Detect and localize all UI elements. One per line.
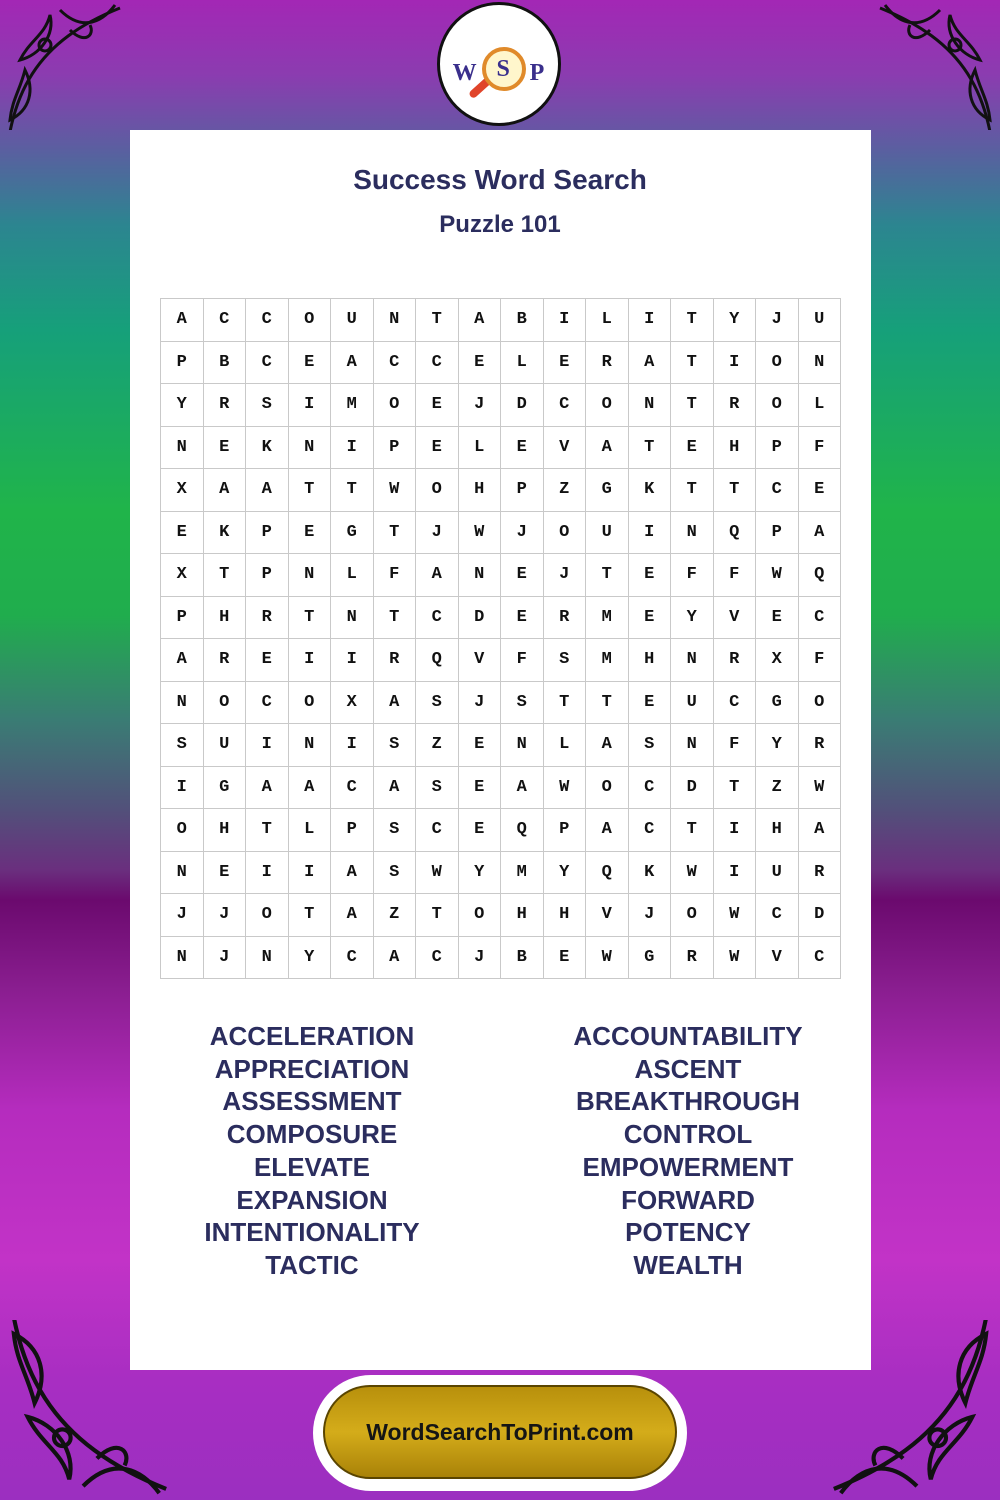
grid-cell: N bbox=[289, 554, 332, 597]
grid-cell: T bbox=[544, 682, 587, 725]
grid-cell: N bbox=[799, 342, 842, 385]
grid-cell: S bbox=[416, 767, 459, 810]
grid-cell: N bbox=[289, 724, 332, 767]
grid-cell: H bbox=[501, 894, 544, 937]
grid-cell: A bbox=[629, 342, 672, 385]
grid-cell: R bbox=[204, 384, 247, 427]
grid-cell: Y bbox=[714, 299, 757, 342]
grid-cell: A bbox=[374, 937, 417, 980]
grid-cell: C bbox=[246, 682, 289, 725]
grid-cell: R bbox=[374, 639, 417, 682]
grid-cell: A bbox=[586, 724, 629, 767]
grid-cell: I bbox=[714, 342, 757, 385]
page-title: Success Word Search bbox=[353, 164, 647, 195]
grid-cell: I bbox=[289, 384, 332, 427]
grid-cell: G bbox=[331, 512, 374, 555]
word-list-item: EXPANSION bbox=[236, 1184, 388, 1215]
grid-cell: A bbox=[416, 554, 459, 597]
word-list-item: CONTROL bbox=[623, 1119, 753, 1150]
grid-cell: P bbox=[246, 554, 289, 597]
grid-cell: U bbox=[204, 724, 247, 767]
grid-cell: C bbox=[416, 597, 459, 640]
grid-cell: S bbox=[374, 724, 417, 767]
grid-cell: N bbox=[671, 724, 714, 767]
grid-cell: D bbox=[799, 894, 842, 937]
grid-cell: E bbox=[161, 512, 204, 555]
grid-cell: E bbox=[501, 597, 544, 640]
website-link-button[interactable]: WordSearchToPrint.com bbox=[323, 1385, 677, 1479]
grid-cell: E bbox=[246, 639, 289, 682]
grid-cell: S bbox=[374, 809, 417, 852]
grid-cell: I bbox=[629, 299, 672, 342]
grid-cell: H bbox=[714, 427, 757, 470]
grid-cell: W bbox=[586, 937, 629, 980]
grid-cell: I bbox=[629, 512, 672, 555]
grid-cell: I bbox=[331, 639, 374, 682]
grid-cell: H bbox=[756, 809, 799, 852]
grid-cell: N bbox=[246, 937, 289, 980]
grid-cell: W bbox=[671, 852, 714, 895]
grid-cell: B bbox=[501, 299, 544, 342]
grid-cell: F bbox=[374, 554, 417, 597]
grid-cell: Y bbox=[671, 597, 714, 640]
grid-cell: G bbox=[586, 469, 629, 512]
grid-cell: R bbox=[799, 852, 842, 895]
grid-cell: M bbox=[501, 852, 544, 895]
grid-cell: A bbox=[161, 299, 204, 342]
letter-grid bbox=[160, 298, 841, 979]
grid-cell: Z bbox=[544, 469, 587, 512]
grid-cell: C bbox=[714, 682, 757, 725]
grid-cell: T bbox=[671, 299, 714, 342]
grid-cell: E bbox=[799, 469, 842, 512]
grid-cell: A bbox=[204, 469, 247, 512]
grid-cell: J bbox=[161, 894, 204, 937]
grid-cell: F bbox=[714, 554, 757, 597]
grid-cell: U bbox=[671, 682, 714, 725]
grid-cell: M bbox=[586, 639, 629, 682]
grid-cell: S bbox=[544, 639, 587, 682]
grid-cell: F bbox=[501, 639, 544, 682]
grid-cell: K bbox=[629, 469, 672, 512]
grid-cell: N bbox=[671, 639, 714, 682]
grid-cell: A bbox=[246, 767, 289, 810]
grid-cell: H bbox=[544, 894, 587, 937]
grid-cell: E bbox=[289, 512, 332, 555]
grid-cell: B bbox=[501, 937, 544, 980]
grid-cell: U bbox=[799, 299, 842, 342]
grid-cell: A bbox=[289, 767, 332, 810]
grid-cell: U bbox=[586, 512, 629, 555]
grid-cell: C bbox=[246, 299, 289, 342]
grid-cell: F bbox=[714, 724, 757, 767]
grid-cell: J bbox=[416, 512, 459, 555]
grid-cell: C bbox=[799, 597, 842, 640]
grid-cell: V bbox=[544, 427, 587, 470]
grid-cell: S bbox=[246, 384, 289, 427]
grid-cell: J bbox=[459, 682, 502, 725]
grid-cell: C bbox=[204, 299, 247, 342]
grid-cell: Z bbox=[374, 894, 417, 937]
grid-cell: R bbox=[544, 597, 587, 640]
grid-cell: P bbox=[756, 512, 799, 555]
grid-cell: O bbox=[204, 682, 247, 725]
grid-cell: K bbox=[246, 427, 289, 470]
grid-cell: G bbox=[204, 767, 247, 810]
grid-cell: E bbox=[416, 427, 459, 470]
grid-cell: I bbox=[714, 852, 757, 895]
grid-cell: T bbox=[629, 427, 672, 470]
grid-cell: C bbox=[246, 342, 289, 385]
word-list-item: ACCELERATION bbox=[209, 1021, 415, 1051]
grid-cell: D bbox=[501, 384, 544, 427]
grid-cell: V bbox=[459, 639, 502, 682]
grid-cell: T bbox=[714, 469, 757, 512]
grid-cell: S bbox=[629, 724, 672, 767]
grid-cell: E bbox=[544, 937, 587, 980]
grid-cell: R bbox=[586, 342, 629, 385]
grid-cell: S bbox=[161, 724, 204, 767]
wsp-logo[interactable] bbox=[437, 2, 561, 126]
grid-cell: O bbox=[544, 512, 587, 555]
grid-cell: U bbox=[331, 299, 374, 342]
grid-cell: N bbox=[374, 299, 417, 342]
grid-cell: P bbox=[161, 342, 204, 385]
grid-cell: Z bbox=[416, 724, 459, 767]
grid-cell: H bbox=[204, 597, 247, 640]
grid-cell: C bbox=[374, 342, 417, 385]
grid-cell: O bbox=[756, 384, 799, 427]
grid-cell: E bbox=[501, 427, 544, 470]
grid-cell: R bbox=[204, 639, 247, 682]
grid-cell: T bbox=[416, 894, 459, 937]
grid-cell: E bbox=[459, 342, 502, 385]
grid-cell: N bbox=[161, 937, 204, 980]
grid-cell: C bbox=[331, 767, 374, 810]
grid-cell: Q bbox=[799, 554, 842, 597]
grid-cell: P bbox=[501, 469, 544, 512]
grid-cell: M bbox=[331, 384, 374, 427]
grid-cell: C bbox=[799, 937, 842, 980]
grid-cell: A bbox=[374, 767, 417, 810]
grid-cell: O bbox=[671, 894, 714, 937]
grid-cell: S bbox=[501, 682, 544, 725]
grid-cell: P bbox=[756, 427, 799, 470]
grid-cell: A bbox=[799, 809, 842, 852]
grid-cell: C bbox=[416, 342, 459, 385]
grid-cell: O bbox=[586, 767, 629, 810]
grid-cell: H bbox=[204, 809, 247, 852]
grid-cell: T bbox=[671, 384, 714, 427]
grid-cell: I bbox=[289, 639, 332, 682]
grid-cell: A bbox=[586, 427, 629, 470]
grid-cell: D bbox=[671, 767, 714, 810]
grid-cell: R bbox=[714, 639, 757, 682]
grid-cell: R bbox=[246, 597, 289, 640]
grid-cell: Q bbox=[416, 639, 459, 682]
grid-cell: I bbox=[714, 809, 757, 852]
grid-cell: N bbox=[161, 852, 204, 895]
grid-cell: K bbox=[629, 852, 672, 895]
grid-cell: I bbox=[331, 427, 374, 470]
word-list-item: BREAKTHROUGH bbox=[576, 1086, 800, 1117]
grid-cell: J bbox=[544, 554, 587, 597]
grid-cell: O bbox=[756, 342, 799, 385]
word-list-item: APPRECIATION bbox=[214, 1053, 410, 1084]
grid-cell: N bbox=[331, 597, 374, 640]
grid-cell: W bbox=[374, 469, 417, 512]
grid-cell: T bbox=[586, 682, 629, 725]
grid-cell: R bbox=[671, 937, 714, 980]
word-list-item: FORWARD bbox=[621, 1184, 755, 1215]
grid-cell: E bbox=[629, 682, 672, 725]
grid-cell: L bbox=[799, 384, 842, 427]
grid-cell: E bbox=[459, 724, 502, 767]
grid-cell: T bbox=[289, 894, 332, 937]
grid-cell: Y bbox=[289, 937, 332, 980]
grid-cell: I bbox=[331, 724, 374, 767]
grid-cell: A bbox=[501, 767, 544, 810]
grid-cell: D bbox=[459, 597, 502, 640]
grid-cell: C bbox=[544, 384, 587, 427]
grid-cell: A bbox=[331, 852, 374, 895]
word-list-item: EMPOWERMENT bbox=[582, 1151, 794, 1182]
grid-cell: E bbox=[289, 342, 332, 385]
grid-cell: T bbox=[374, 512, 417, 555]
grid-cell: V bbox=[714, 597, 757, 640]
grid-cell: B bbox=[204, 342, 247, 385]
grid-cell: M bbox=[586, 597, 629, 640]
grid-cell: E bbox=[204, 427, 247, 470]
grid-cell: Q bbox=[714, 512, 757, 555]
grid-cell: W bbox=[459, 512, 502, 555]
grid-cell: L bbox=[289, 809, 332, 852]
grid-cell: O bbox=[416, 469, 459, 512]
grid-cell: Q bbox=[501, 809, 544, 852]
grid-cell: J bbox=[459, 937, 502, 980]
grid-cell: N bbox=[629, 384, 672, 427]
grid-cell: F bbox=[799, 639, 842, 682]
grid-cell: R bbox=[714, 384, 757, 427]
grid-cell: V bbox=[586, 894, 629, 937]
grid-cell: C bbox=[629, 809, 672, 852]
grid-cell: L bbox=[459, 427, 502, 470]
corner-ornament-top-right bbox=[870, 0, 1000, 130]
grid-cell: J bbox=[204, 937, 247, 980]
grid-cell: N bbox=[501, 724, 544, 767]
grid-cell: J bbox=[501, 512, 544, 555]
grid-cell: W bbox=[756, 554, 799, 597]
grid-cell: O bbox=[246, 894, 289, 937]
grid-cell: T bbox=[586, 554, 629, 597]
grid-cell: E bbox=[416, 384, 459, 427]
word-list-item: ASSESSMENT bbox=[222, 1086, 402, 1117]
logo-letter-s: S bbox=[482, 47, 526, 91]
grid-cell: I bbox=[544, 299, 587, 342]
grid-cell: X bbox=[161, 469, 204, 512]
puzzle-number: Puzzle 101 bbox=[439, 211, 561, 238]
grid-cell: A bbox=[799, 512, 842, 555]
word-list-left bbox=[147, 1020, 477, 1282]
grid-cell: C bbox=[756, 894, 799, 937]
grid-cell: O bbox=[161, 809, 204, 852]
grid-cell: T bbox=[289, 469, 332, 512]
grid-cell: Y bbox=[756, 724, 799, 767]
grid-cell: N bbox=[161, 427, 204, 470]
grid-cell: W bbox=[544, 767, 587, 810]
word-list-item: COMPOSURE bbox=[226, 1119, 398, 1150]
grid-cell: N bbox=[671, 512, 714, 555]
grid-cell: A bbox=[161, 639, 204, 682]
grid-cell: W bbox=[714, 894, 757, 937]
grid-cell: J bbox=[629, 894, 672, 937]
grid-cell: Y bbox=[544, 852, 587, 895]
grid-cell: E bbox=[459, 767, 502, 810]
grid-cell: W bbox=[799, 767, 842, 810]
grid-cell: Y bbox=[161, 384, 204, 427]
grid-cell: L bbox=[331, 554, 374, 597]
grid-cell: O bbox=[459, 894, 502, 937]
grid-cell: A bbox=[459, 299, 502, 342]
grid-cell: W bbox=[714, 937, 757, 980]
grid-cell: F bbox=[799, 427, 842, 470]
grid-cell: A bbox=[331, 894, 374, 937]
grid-cell: N bbox=[459, 554, 502, 597]
grid-cell: T bbox=[204, 554, 247, 597]
grid-cell: E bbox=[629, 597, 672, 640]
word-list-item: POTENCY bbox=[625, 1217, 751, 1248]
grid-cell: C bbox=[331, 937, 374, 980]
word-list-item: TACTIC bbox=[265, 1249, 359, 1280]
grid-cell: J bbox=[204, 894, 247, 937]
grid-cell: J bbox=[459, 384, 502, 427]
grid-cell: E bbox=[629, 554, 672, 597]
grid-cell: L bbox=[501, 342, 544, 385]
grid-cell: E bbox=[756, 597, 799, 640]
grid-cell: T bbox=[714, 767, 757, 810]
grid-cell: I bbox=[161, 767, 204, 810]
grid-cell: L bbox=[544, 724, 587, 767]
grid-cell: Z bbox=[756, 767, 799, 810]
grid-cell: T bbox=[671, 342, 714, 385]
grid-cell: L bbox=[586, 299, 629, 342]
grid-cell: A bbox=[331, 342, 374, 385]
grid-cell: N bbox=[289, 427, 332, 470]
grid-cell: O bbox=[586, 384, 629, 427]
grid-cell: X bbox=[161, 554, 204, 597]
grid-cell: J bbox=[756, 299, 799, 342]
corner-ornament-top-left bbox=[0, 0, 130, 130]
grid-cell: C bbox=[416, 809, 459, 852]
grid-cell: I bbox=[246, 724, 289, 767]
grid-cell: O bbox=[289, 299, 332, 342]
grid-cell: K bbox=[204, 512, 247, 555]
grid-cell: H bbox=[629, 639, 672, 682]
word-list-right bbox=[523, 1020, 853, 1282]
grid-cell: T bbox=[331, 469, 374, 512]
word-list-item: ACCOUNTABILITY bbox=[573, 1021, 803, 1051]
grid-cell: Q bbox=[586, 852, 629, 895]
grid-cell: P bbox=[246, 512, 289, 555]
grid-cell: P bbox=[331, 809, 374, 852]
logo-letter-w: W bbox=[452, 60, 478, 86]
word-list-item: INTENTIONALITY bbox=[204, 1217, 420, 1248]
grid-cell: P bbox=[544, 809, 587, 852]
grid-cell: A bbox=[246, 469, 289, 512]
grid-cell: T bbox=[671, 809, 714, 852]
word-list-item: WEALTH bbox=[633, 1249, 743, 1280]
grid-cell: E bbox=[544, 342, 587, 385]
grid-cell: U bbox=[756, 852, 799, 895]
grid-cell: N bbox=[161, 682, 204, 725]
grid-cell: X bbox=[756, 639, 799, 682]
grid-cell: V bbox=[756, 937, 799, 980]
grid-cell: O bbox=[289, 682, 332, 725]
grid-cell: E bbox=[459, 809, 502, 852]
grid-cell: E bbox=[671, 427, 714, 470]
grid-cell: T bbox=[289, 597, 332, 640]
grid-cell: P bbox=[161, 597, 204, 640]
grid-cell: X bbox=[331, 682, 374, 725]
grid-cell: W bbox=[416, 852, 459, 895]
grid-cell: A bbox=[374, 682, 417, 725]
grid-cell: T bbox=[374, 597, 417, 640]
grid-cell: O bbox=[374, 384, 417, 427]
grid-cell: S bbox=[374, 852, 417, 895]
grid-cell: I bbox=[289, 852, 332, 895]
grid-cell: T bbox=[671, 469, 714, 512]
grid-cell: C bbox=[629, 767, 672, 810]
grid-cell: E bbox=[204, 852, 247, 895]
grid-cell: C bbox=[416, 937, 459, 980]
grid-cell: G bbox=[756, 682, 799, 725]
grid-cell: H bbox=[459, 469, 502, 512]
grid-cell: I bbox=[246, 852, 289, 895]
grid-cell: P bbox=[374, 427, 417, 470]
grid-cell: F bbox=[671, 554, 714, 597]
grid-cell: C bbox=[756, 469, 799, 512]
grid-cell: O bbox=[799, 682, 842, 725]
grid-cell: R bbox=[799, 724, 842, 767]
grid-cell: T bbox=[416, 299, 459, 342]
logo-letter-p: P bbox=[529, 60, 546, 86]
grid-cell: S bbox=[416, 682, 459, 725]
grid-cell: E bbox=[501, 554, 544, 597]
word-list-item: ASCENT bbox=[634, 1053, 742, 1084]
grid-cell: A bbox=[586, 809, 629, 852]
grid-cell: T bbox=[246, 809, 289, 852]
grid-cell: G bbox=[629, 937, 672, 980]
grid-cell: Y bbox=[459, 852, 502, 895]
word-list-item: ELEVATE bbox=[253, 1151, 371, 1182]
